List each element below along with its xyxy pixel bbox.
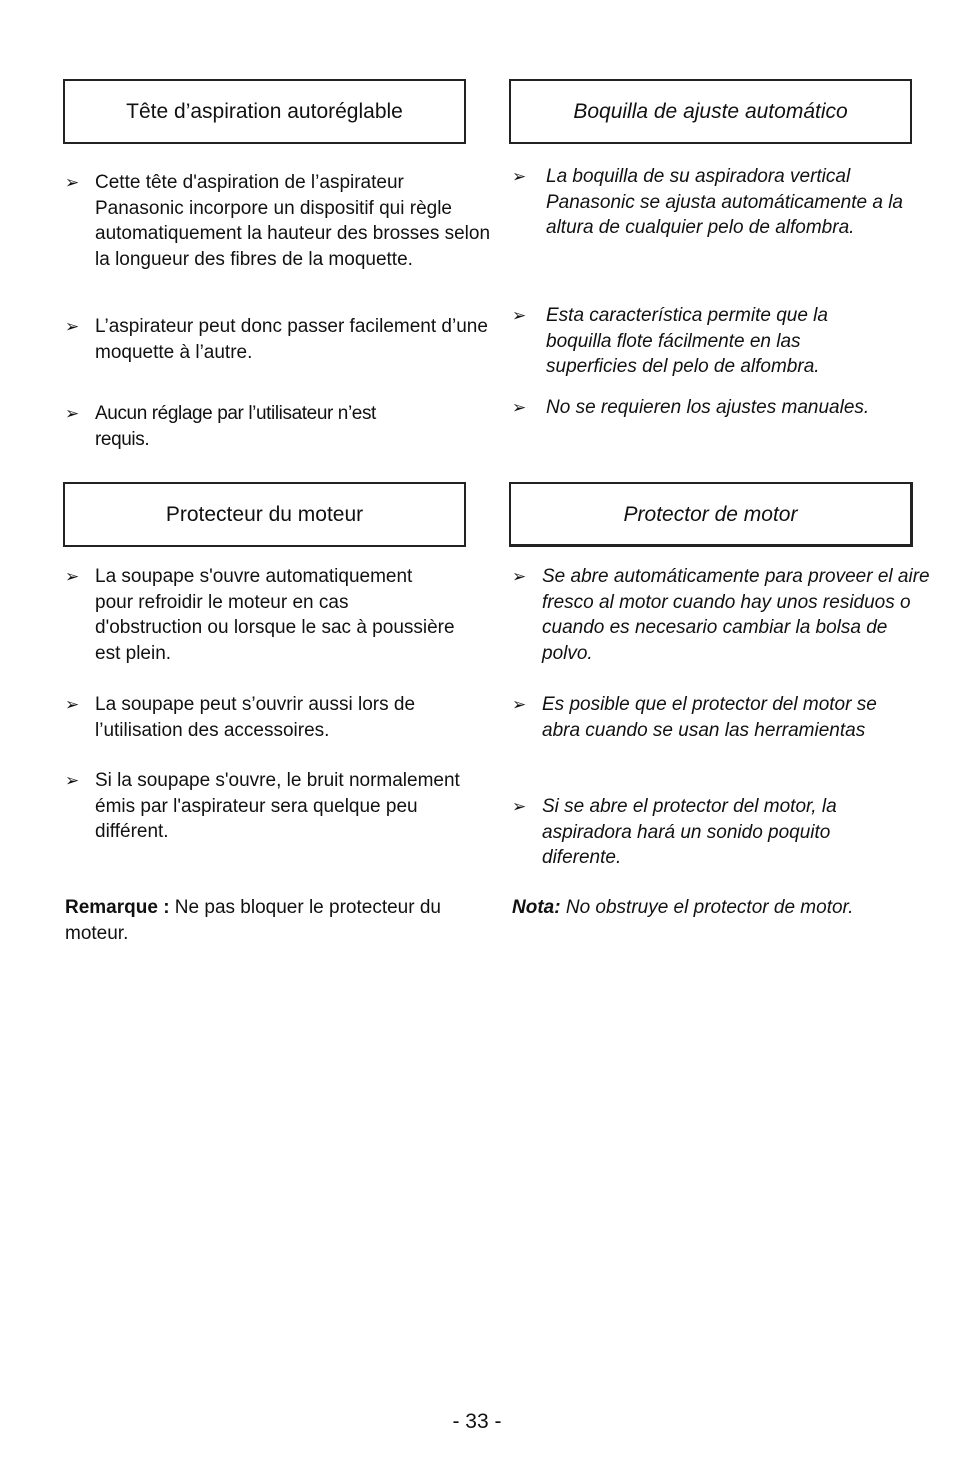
bullet-text: La boquilla de su aspiradora vertical Panasonic se ajusta automáticamente a la altura de cualquier pelo de alfombra. xyxy=(546,166,903,238)
bullet-text: Esta característica permite que la boquilla flote fácilmente en las superficies del pelo de alfombra. xyxy=(546,305,828,377)
arrow-icon: ➢ xyxy=(512,398,527,417)
arrow-icon: ➢ xyxy=(65,771,80,790)
bullet-item xyxy=(512,395,912,421)
bullet-text: L’aspirateur peut donc passer facilement d’une moquette à l’autre. xyxy=(95,316,488,363)
bullet-item xyxy=(65,692,495,743)
heading-motor-es: Protector de motor xyxy=(623,502,798,526)
bullet-item xyxy=(512,692,942,743)
bullet-item xyxy=(65,401,495,452)
bullet-item xyxy=(512,794,942,871)
bullet-text: Es posible que el protector del motor se abra cuando se usan las herramientas xyxy=(542,694,877,741)
note-motor-es xyxy=(512,895,912,921)
arrow-icon: ➢ xyxy=(65,404,79,423)
bullet-text: Aucun réglage par l’utilisateur n’est requis. xyxy=(95,403,376,450)
note-text: Ne pas bloquer le protecteur du moteur. xyxy=(65,897,441,944)
heading-box-nozzle-es xyxy=(509,79,912,144)
note-motor-fr xyxy=(65,895,465,946)
arrow-icon: ➢ xyxy=(512,167,527,186)
bullet-text: La soupape peut s’ouvrir aussi lors de l’utilisation des accessoires. xyxy=(95,694,416,741)
bullet-item xyxy=(512,564,942,666)
note-label: Nota: xyxy=(512,897,561,918)
note-text: No obstruye el protector de motor. xyxy=(560,897,854,918)
arrow-icon: ➢ xyxy=(512,797,527,816)
page-number: - 33 - xyxy=(452,1410,502,1433)
bullet-item xyxy=(512,303,912,380)
heading-motor-fr: Protecteur du moteur xyxy=(165,503,364,526)
bullet-text: Cette tête d'aspiration de l’aspirateur Panasonic incorpore un dispositif qui règle automatiquement la hauteur des brosses selon la longueur des fibres de la moquette. xyxy=(95,172,491,270)
bullet-item xyxy=(65,768,495,845)
heading-box-motor-es xyxy=(509,482,913,547)
arrow-icon: ➢ xyxy=(512,695,527,714)
bullet-item xyxy=(65,564,495,666)
bullet-item xyxy=(512,164,912,241)
arrow-icon: ➢ xyxy=(65,695,80,714)
arrow-icon: ➢ xyxy=(65,173,80,192)
heading-nozzle-fr: Tête d’aspiration autoréglable xyxy=(126,100,403,123)
heading-box-motor-fr xyxy=(63,482,466,547)
bullet-text: La soupape s'ouvre automatiquement pour refroidir le moteur en cas d'obstruction ou lorsque le sac à poussière est plein. xyxy=(95,566,455,664)
bullet-text: Si la soupape s'ouvre, le bruit normalement émis par l'aspirateur sera quelque peu différent. xyxy=(95,770,460,842)
arrow-icon: ➢ xyxy=(65,317,80,336)
arrow-icon: ➢ xyxy=(512,567,527,586)
bullet-item xyxy=(65,170,495,272)
bullet-text: Si se abre el protector del motor, la aspiradora hará un sonido poquito diferente. xyxy=(542,796,837,868)
arrow-icon: ➢ xyxy=(65,567,80,586)
note-label: Remarque : xyxy=(65,897,170,918)
arrow-icon: ➢ xyxy=(512,306,527,325)
heading-box-nozzle-fr xyxy=(63,79,466,144)
bullet-text: No se requieren los ajustes manuales. xyxy=(546,397,870,418)
bullet-text: Se abre automáticamente para proveer el aire fresco al motor cuando hay unos residuos o cuando es necesario cambiar la bolsa de polvo. xyxy=(542,566,930,664)
heading-nozzle-es: Boquilla de ajuste automático xyxy=(573,100,848,123)
bullet-item xyxy=(65,314,495,365)
